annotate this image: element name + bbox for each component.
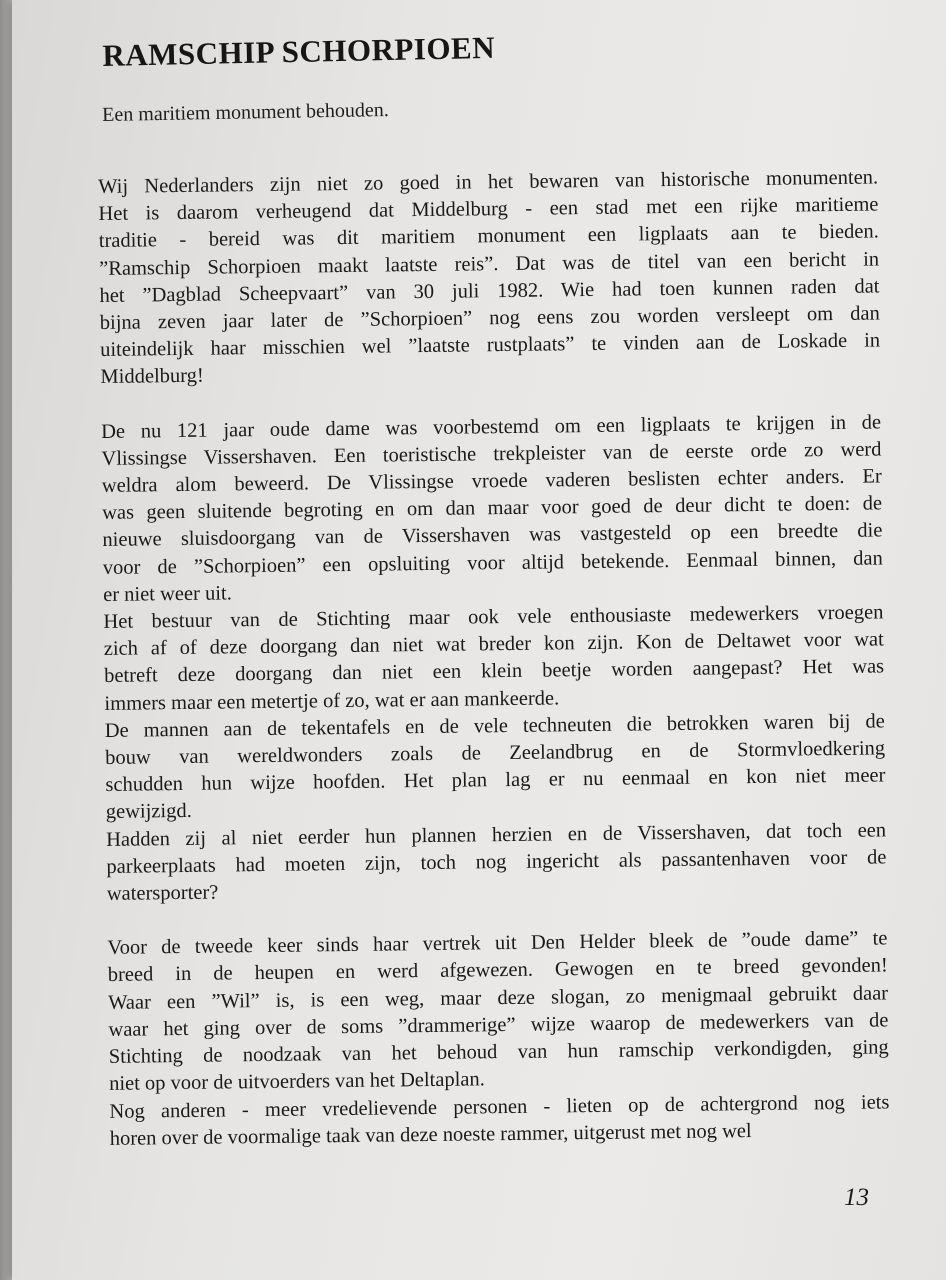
text-line: Middelburg! xyxy=(100,365,204,389)
text-line: weldra alom beweerd. De Vlissingse vroede vaderen beslisten echter anders. Er xyxy=(101,465,882,498)
text-line: Voor de tweede keer sinds haar vertrek uit Den Helder bleek de ”oude dame” te xyxy=(107,927,888,960)
text-line: Het is daarom verheugend dat Middelburg - een stad met een rijke maritieme xyxy=(98,193,879,226)
text-line: waar het ging over de soms ”drammerige” wijze waarop de medewerkers van de xyxy=(108,1009,889,1041)
text-line: er niet weer uit. xyxy=(103,582,232,606)
page-title: RAMSCHIP SCHORPIOEN xyxy=(102,29,496,73)
text-line: watersporter? xyxy=(106,881,219,906)
page-subtitle: Een maritiem monument behouden. xyxy=(102,98,389,126)
text-line: uiteindelijk haar misschien wel ”laatste rustplaats” te vinden aan de Loskade in xyxy=(100,329,881,362)
article-body xyxy=(98,164,890,1152)
text-line: zich af of deze doorgang dan niet wat breder kon zijn. Kon de Deltawet voor wat xyxy=(103,628,884,661)
text-line: ”Ramschip Schorpioen maakt laatste reis”. Dat was de titel van een bericht in xyxy=(99,248,880,280)
text-line: was geen sluitende begroting en om dan maar voor goed de deur dicht te doen: de xyxy=(102,492,883,525)
text-line: Stichting de noodzaak van het behoud van hun ramschip verkondigden, ging xyxy=(108,1036,889,1069)
text-line: Wij Nederlanders zijn niet zo goed in het bewaren van historische monumenten. xyxy=(98,166,879,198)
text-line: het ”Dagblad Scheepvaart” van 30 juli 1982. Wie had toen kunnen raden dat xyxy=(99,275,880,307)
text-line: Waar een ”Wil” is, is een weg, maar deze slogan, zo menigmaal gebruikt daar xyxy=(107,982,889,1014)
text-line: bouw van wereldwonders zoals de Zeelandbrug en de Stormvloedkering xyxy=(105,737,886,770)
text-line: horen over de voormalige taak van deze noeste rammer, uitgerust met nog wel xyxy=(109,1119,752,1150)
text-line: Het bestuur van de Stichting maar ook vele enthousiaste medewerkers vroegen xyxy=(103,601,884,634)
text-line: De nu 121 jaar oude dame was voorbestemd om een ligplaats te krijgen in de xyxy=(101,411,882,443)
text-line: De mannen aan de tekentafels en de vele techneuten die betrokken waren bij de xyxy=(104,710,885,742)
text-line: Nog anderen - meer vredelievende personen - lieten op de achtergrond nog iets xyxy=(109,1090,890,1123)
book-page xyxy=(12,0,946,1280)
text-line: gewijzigd. xyxy=(105,800,192,824)
text-line: Hadden zij al niet eerder hun plannen herzien en de Vissershaven, dat toch een xyxy=(105,819,887,851)
text-line: betreft deze doorgang dan niet een klein beetje worden aangepast? Het was xyxy=(104,655,885,688)
text-line: immers maar een metertje of zo, wat er aan mankeerde. xyxy=(104,687,560,715)
text-line: bijna zeven jaar later de ”Schorpioen” nog eens zou worden versleept om dan xyxy=(99,302,880,335)
text-line: schudden hun wijze hoofden. Het plan lag er nu eenmaal en kon niet meer xyxy=(105,764,886,797)
text-line: parkeerplaats had moeten zijn, toch nog ingericht als passantenhaven voor de xyxy=(106,846,887,878)
text-line: traditie - bereid was dit maritiem monument een ligplaats aan te bieden. xyxy=(98,220,879,253)
text-line: breed in de heupen en werd afgewezen. Gewogen en te breed gevonden! xyxy=(107,954,888,987)
text-line: voor de ”Schorpioen” een opsluiting voor altijd betekende. Eenmaal binnen, dan xyxy=(102,547,883,579)
text-line: niet op voor de uitvoerders van het Deltaplan. xyxy=(108,1068,485,1096)
text-line: Vlissingse Vissershaven. Een toeristische trekpleister van de eerste orde zo werd xyxy=(101,438,882,470)
text-line: nieuwe sluisdoorgang van de Vissershaven was vastgesteld op een breedte die xyxy=(102,519,883,552)
page-number: 13 xyxy=(844,1184,869,1211)
